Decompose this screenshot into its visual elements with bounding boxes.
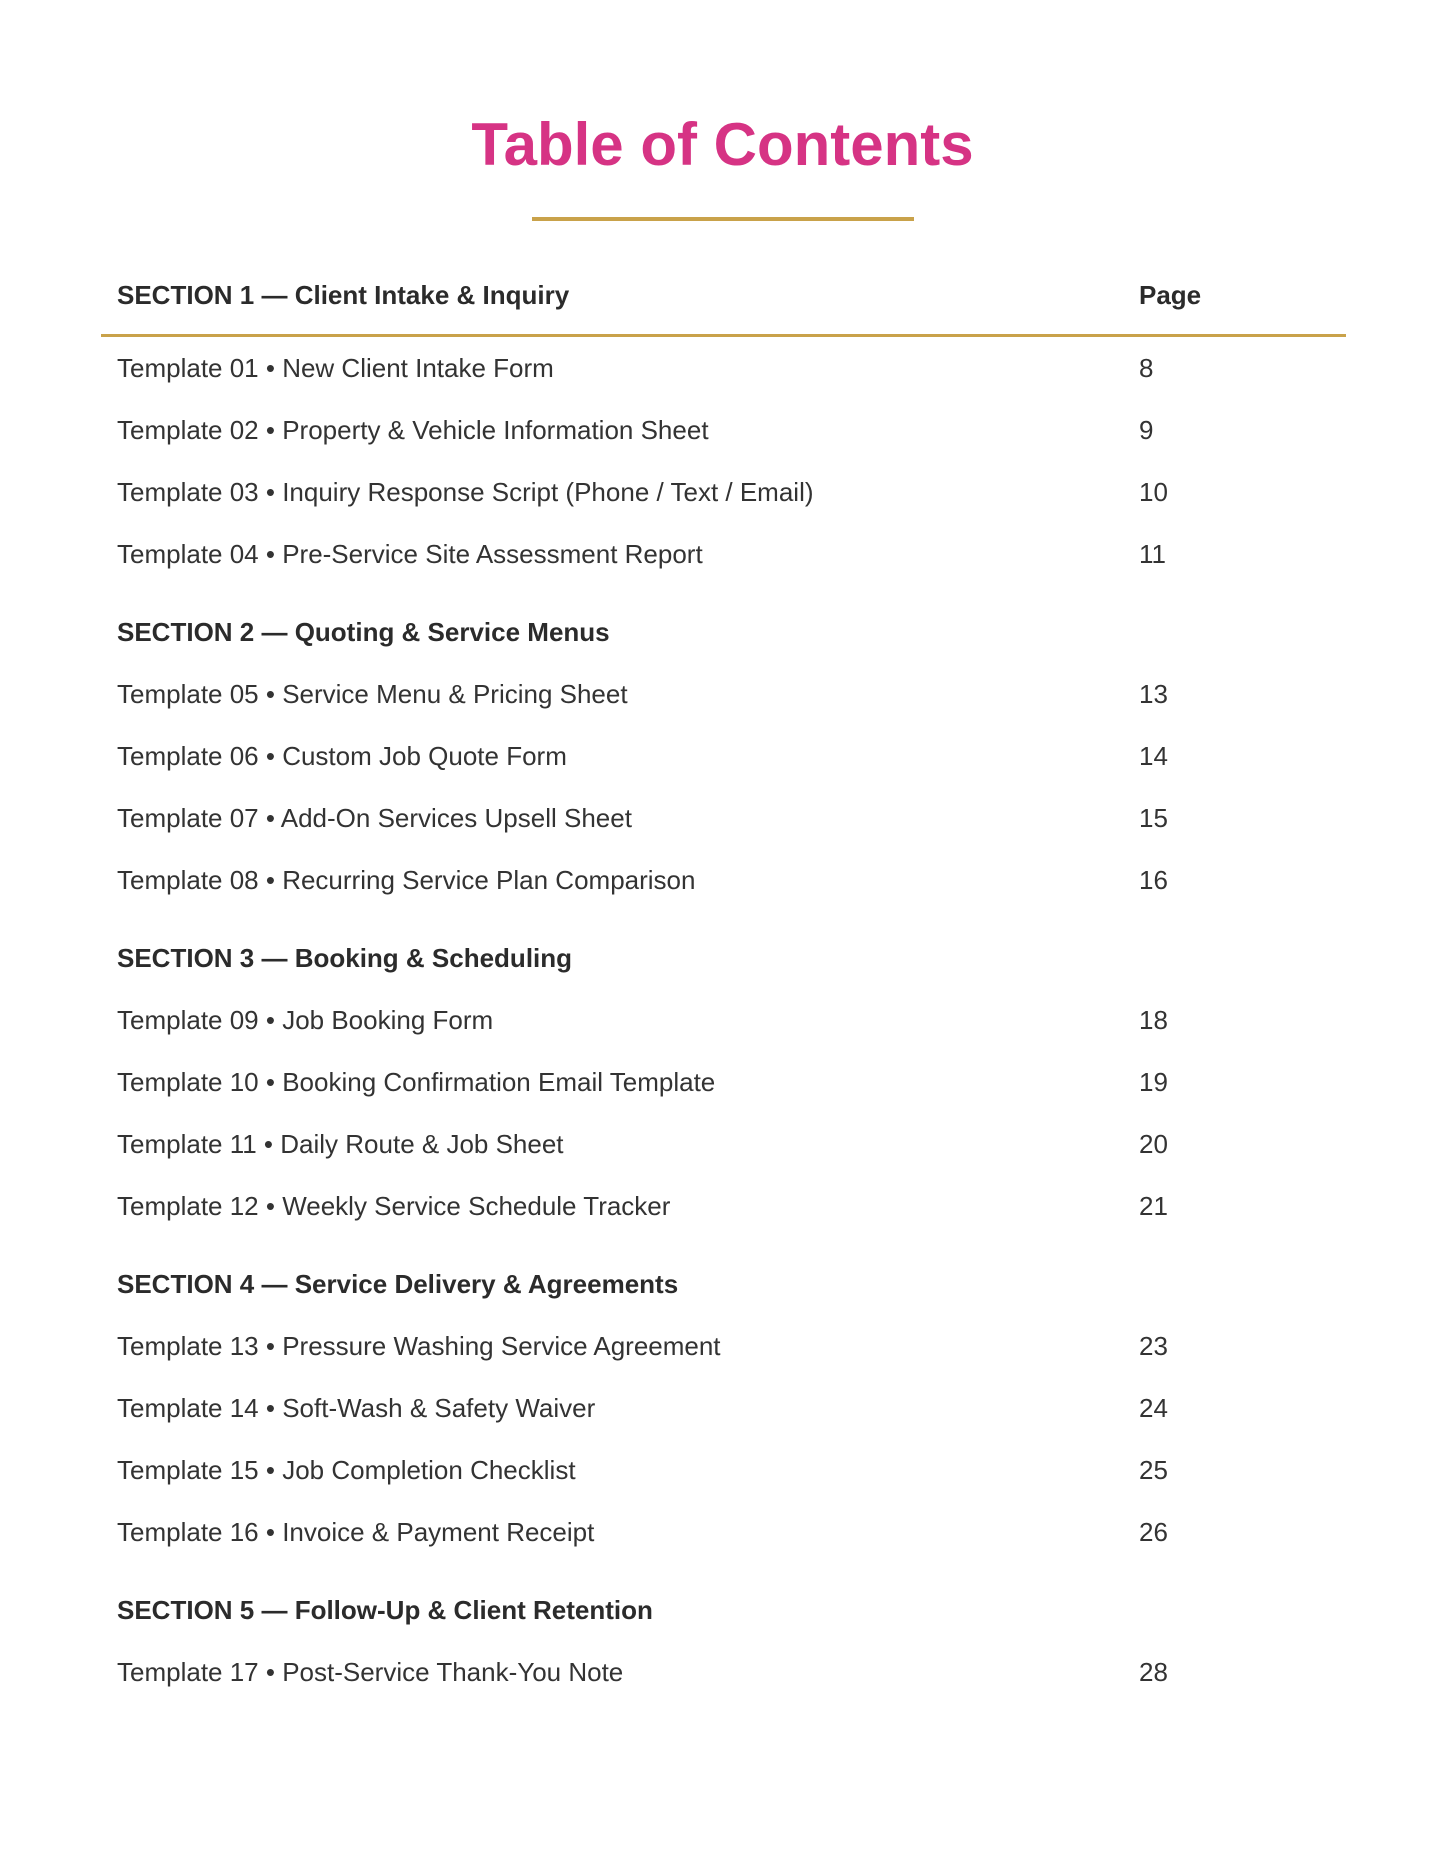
toc-entry-label: Template 12 • Weekly Service Schedule Tracker	[117, 1191, 671, 1221]
toc-entry-label: Template 10 • Booking Confirmation Email Template	[117, 1067, 716, 1097]
title-underline	[532, 217, 914, 221]
toc-entry-page: 13	[1139, 679, 1168, 709]
toc-entry-page: 21	[1139, 1191, 1168, 1221]
page-title: Table of Contents	[471, 111, 974, 178]
toc-entry-page: 23	[1139, 1331, 1168, 1361]
page-column-header: Page	[1139, 280, 1202, 310]
toc-entry[interactable]	[101, 787, 1346, 849]
toc-entry[interactable]	[101, 1315, 1346, 1377]
toc-entry-label: Template 14 • Soft-Wash & Safety Waiver	[117, 1393, 596, 1423]
section-header-4	[101, 1253, 1346, 1315]
toc-entry[interactable]	[101, 849, 1346, 911]
toc-entry-label: Template 01 • New Client Intake Form	[117, 353, 554, 383]
section-header-1	[101, 270, 1346, 337]
toc-entry-label: Template 17 • Post-Service Thank-You Note	[117, 1657, 624, 1687]
toc-entry-label: Template 05 • Service Menu & Pricing Sheet	[117, 679, 628, 709]
toc-entry-label: Template 03 • Inquiry Response Script (Phone / Text / Email)	[117, 477, 814, 507]
toc-entry[interactable]	[101, 1051, 1346, 1113]
toc-entry-label: Template 11 • Daily Route & Job Sheet	[117, 1129, 564, 1159]
toc-entry-page: 11	[1139, 539, 1166, 569]
toc-entry[interactable]	[101, 1439, 1346, 1501]
toc-entry[interactable]	[101, 989, 1346, 1051]
section-heading: SECTION 1 — Client Intake & Inquiry	[117, 280, 570, 310]
toc-entry-page: 26	[1139, 1517, 1168, 1547]
toc-entry[interactable]	[101, 337, 1346, 399]
toc-entry[interactable]	[101, 1501, 1346, 1563]
toc-entry-page: 19	[1139, 1067, 1168, 1097]
toc-entry[interactable]	[101, 1377, 1346, 1439]
toc-entry-label: Template 09 • Job Booking Form	[117, 1005, 494, 1035]
section-heading: SECTION 3 — Booking & Scheduling	[117, 943, 573, 973]
toc-entry-label: Template 02 • Property & Vehicle Information Sheet	[117, 415, 709, 445]
toc-entry-page: 8	[1139, 353, 1154, 383]
toc-entry-page: 14	[1139, 741, 1168, 771]
toc-entry[interactable]	[101, 725, 1346, 787]
toc-entry[interactable]	[101, 523, 1346, 585]
section-heading: SECTION 5 — Follow-Up & Client Retention	[117, 1595, 653, 1625]
toc-entry-label: Template 06 • Custom Job Quote Form	[117, 741, 567, 771]
section-header-5	[101, 1579, 1346, 1641]
toc-entry[interactable]	[101, 1113, 1346, 1175]
toc-entry-label: Template 08 • Recurring Service Plan Comparison	[117, 865, 696, 895]
toc-entry-page: 28	[1139, 1657, 1168, 1687]
toc-entry-page: 9	[1139, 415, 1154, 445]
toc-entry-page: 20	[1139, 1129, 1168, 1159]
toc-entry-page: 15	[1139, 803, 1168, 833]
toc-entry-page: 18	[1139, 1005, 1168, 1035]
section-header-3	[101, 927, 1346, 989]
toc-entry-label: Template 16 • Invoice & Payment Receipt	[117, 1517, 595, 1547]
toc-entry-page: 16	[1139, 865, 1168, 895]
section-header-2	[101, 601, 1346, 663]
section-heading: SECTION 2 — Quoting & Service Menus	[117, 617, 610, 647]
toc-entry-label: Template 07 • Add-On Services Upsell Sheet	[117, 803, 632, 833]
toc-entry[interactable]	[101, 1641, 1346, 1703]
toc-entry[interactable]	[101, 1175, 1346, 1237]
toc-entry[interactable]	[101, 399, 1346, 461]
section-heading: SECTION 4 — Service Delivery & Agreements	[117, 1269, 679, 1299]
toc-entry-page: 25	[1139, 1455, 1168, 1485]
toc-entry-page: 24	[1139, 1393, 1168, 1423]
toc-entry[interactable]	[101, 461, 1346, 523]
toc-entry[interactable]	[101, 663, 1346, 725]
toc-list	[101, 270, 1346, 1703]
toc-entry-label: Template 04 • Pre-Service Site Assessment Report	[117, 539, 703, 569]
toc-entry-label: Template 15 • Job Completion Checklist	[117, 1455, 576, 1485]
toc-entry-page: 10	[1139, 477, 1168, 507]
toc-entry-label: Template 13 • Pressure Washing Service Agreement	[117, 1331, 721, 1361]
